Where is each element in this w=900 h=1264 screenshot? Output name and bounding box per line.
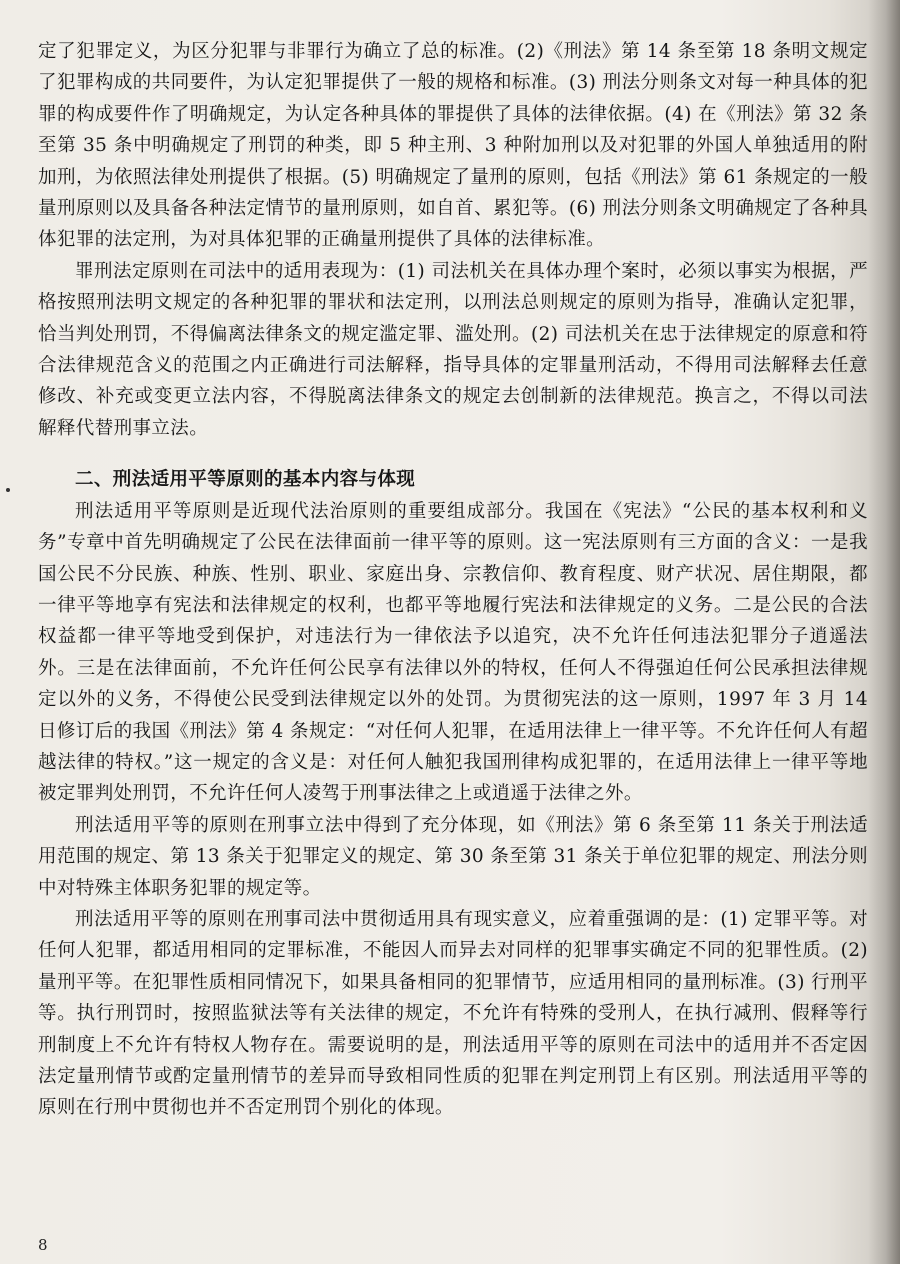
scan-speck xyxy=(6,488,10,492)
page-binding-shadow xyxy=(868,0,900,1264)
paragraph-4: 刑法适用平等的原则在刑事立法中得到了充分体现，如《刑法》第 6 条至第 11 条关于刑法适用范围的规定、第 13 条关于犯罪定义的规定、第 30 条至第 31 条关于单位犯罪的规定、刑法分则中对特殊主体职务犯罪的规定等。 xyxy=(38,814,868,899)
page-body xyxy=(38,36,868,1124)
paragraph-5: 刑法适用平等的原则在刑事司法中贯彻适用具有现实意义，应着重强调的是：(1) 定罪平等。对任何人犯罪，都适用相同的定罪标准，不能因人而异去对同样的犯罪事实确定不同的犯罪性质。(2) 量刑平等。在犯罪性质相同情况下，如果具备相同的犯罪情节，应适用相同的量刑标准。(3) 行刑平等。执行刑罚时，按照监狱法等有关法律的规定，不允许有特殊的受刑人，在执行减刑、假释等行刑制度上不允许有特权人物存在。需要说明的是，刑法适用平等的原则在司法中的适用并不否定因法定量刑情节或酌定量刑情节的差异而导致相同性质的犯罪在判定刑罚上有区别。刑法适用平等的原则在行刑中贯彻也并不否定刑罚个别化的体现。 xyxy=(38,908,868,1119)
paragraph-2: 罪刑法定原则在司法中的适用表现为：(1) 司法机关在具体办理个案时，必须以事实为根据，严格按照刑法明文规定的各种犯罪的罪状和法定刑，以刑法总则规定的原则为指导，准确认定犯罪，恰当判处刑罚，不得偏离法律条文的规定滥定罪、滥处刑。(2) 司法机关在忠于法律规定的原意和符合法律规范含义的范围之内正确进行司法解释，指导具体的定罪量刑活动，不得用司法解释去任意修改、补充或变更立法内容，不得脱离法律条文的规定去创制新的法律规范。换言之，不得以司法解释代替刑事立法。 xyxy=(38,260,868,439)
page-number: 8 xyxy=(38,1236,48,1254)
section-heading: 二、刑法适用平等原则的基本内容与体现 xyxy=(75,469,416,491)
paragraph-3: 刑法适用平等原则是近现代法治原则的重要组成部分。我国在《宪法》“公民的基本权利和义务”专章中首先明确规定了公民在法律面前一律平等的原则。这一宪法原则有三方面的含义：一是我国公民不分民族、种族、性别、职业、家庭出身、宗教信仰、教育程度、财产状况、居住期限，都一律平等地享有宪法和法律规定的权利，也都平等地履行宪法和法律规定的义务。二是公民的合法权益都一律平等地受到保护，对违法行为一律依法予以追究，决不允许任何违法犯罪分子逍遥法外。三是在法律面前，不允许任何公民享有法律以外的特权，任何人不得强迫任何公民承担法律规定以外的义务，不得使公民受到法律规定以外的处罚。为贯彻宪法的这一原则，1997 年 3 月 14 日修订后的我国《刑法》第 4 条规定：“对任何人犯罪，在适用法律上一律平等。不允许任何人有超越法律的特权。”这一规定的含义是：对任何人触犯我国刑律构成犯罪的，在适用法律上一律平等地被定罪判处刑罚，不允许任何人凌驾于刑事法律之上或逍遥于法律之外。 xyxy=(38,500,868,805)
section-gap xyxy=(38,444,868,454)
paragraph-1: 定了犯罪定义，为区分犯罪与非罪行为确立了总的标准。(2)《刑法》第 14 条至第 18 条明文规定了犯罪构成的共同要件，为认定犯罪提供了一般的规格和标准。(3) 刑法分则条文对每一种具体的犯罪的构成要件作了明确规定，为认定各种具体的罪提供了具体的法律依据。(4) 在《刑法》第 32 条至第 35 条中明确规定了刑罚的种类，即 5 种主刑、3 种附加刑以及对犯罪的外国人单独适用的附加刑，为依照法律处刑提供了根据。(5) 明确规定了量刑的原则，包括《刑法》第 61 条规定的一般量刑原则以及具备各种法定情节的量刑原则，如自首、累犯等。(6) 刑法分则条文明确规定了各种具体犯罪的法定刑，为对具体犯罪的正确量刑提供了具体的法律标准。 xyxy=(38,41,868,251)
